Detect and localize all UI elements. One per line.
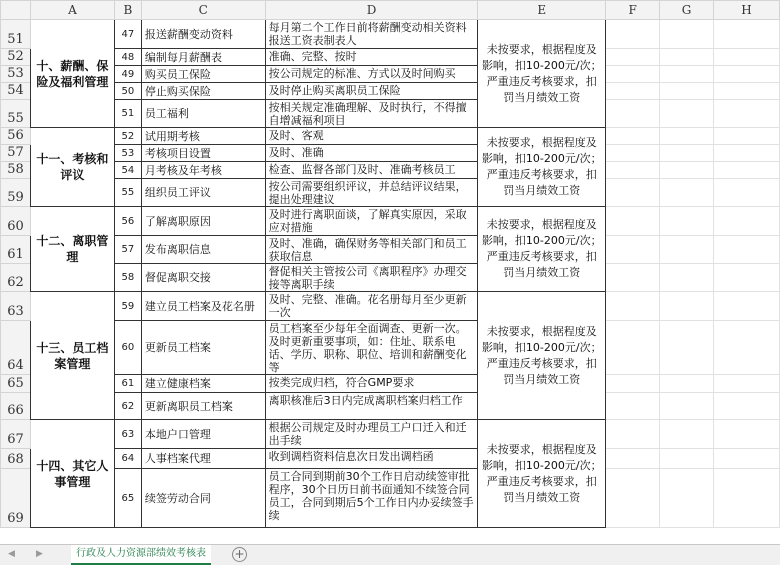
sheet-tab-active[interactable]: 行政及人力资源部绩效考核表 <box>71 545 211 565</box>
item-name-cell[interactable]: 发布离职信息 <box>141 236 265 264</box>
empty-cell[interactable] <box>606 469 660 528</box>
item-name-cell[interactable]: 组织员工评议 <box>141 179 265 207</box>
column-header-a[interactable]: A <box>30 1 114 20</box>
table-row <box>1 449 780 469</box>
empty-cell[interactable] <box>606 375 660 393</box>
column-header-g[interactable]: G <box>660 1 714 20</box>
empty-cell[interactable] <box>660 375 714 393</box>
empty-cell[interactable] <box>714 236 780 264</box>
category-cell[interactable]: 十三、员工档案管理 <box>30 292 114 420</box>
item-number-cell[interactable]: 48 <box>114 49 141 66</box>
select-all-corner[interactable] <box>1 1 31 20</box>
penalty-cell[interactable]: 未按要求，根据程度及影响，扣10-200元/次；严重违反考核要求，扣罚当月绩效工资 <box>478 20 606 128</box>
item-name-cell[interactable]: 考核项目设置 <box>141 145 265 162</box>
penalty-cell[interactable]: 未按要求，根据程度及影响，扣10-200元/次；严重违反考核要求，扣罚当月绩效工资 <box>478 128 606 207</box>
requirement-cell[interactable]: 及时、准确，确保财务等相关部门和员工获取信息 <box>265 236 478 264</box>
row-header[interactable]: 61 <box>1 236 31 264</box>
empty-cell[interactable] <box>606 162 660 179</box>
requirement-cell[interactable]: 检查、监督各部门及时、准确考核员工 <box>265 162 478 179</box>
penalty-cell[interactable]: 未按要求，根据程度及影响，扣10-200元/次；严重违反考核要求，扣罚当月绩效工资 <box>478 420 606 528</box>
column-header-d[interactable]: D <box>265 1 478 20</box>
item-name-cell[interactable]: 停止购买保险 <box>141 83 265 100</box>
item-number-cell[interactable]: 64 <box>114 449 141 469</box>
item-number-cell[interactable]: 59 <box>114 292 141 321</box>
item-number-cell[interactable]: 63 <box>114 420 141 449</box>
add-sheet-icon[interactable]: + <box>232 547 247 562</box>
empty-cell[interactable] <box>606 393 660 420</box>
row-header[interactable]: 56 <box>1 128 31 145</box>
empty-cell[interactable] <box>660 66 714 83</box>
column-header-c[interactable]: C <box>141 1 265 20</box>
row-header[interactable]: 62 <box>1 264 31 292</box>
empty-cell[interactable] <box>714 145 780 162</box>
item-name-cell[interactable]: 试用期考核 <box>141 128 265 145</box>
row-header[interactable]: 53 <box>1 66 31 83</box>
item-number-cell[interactable]: 50 <box>114 83 141 100</box>
item-number-cell[interactable]: 61 <box>114 375 141 393</box>
column-header-h[interactable]: H <box>714 1 780 20</box>
item-name-cell[interactable]: 编制每月薪酬表 <box>141 49 265 66</box>
empty-cell[interactable] <box>660 162 714 179</box>
empty-cell[interactable] <box>714 420 780 449</box>
requirement-cell[interactable]: 及时、准确 <box>265 145 478 162</box>
item-name-cell[interactable]: 了解离职原因 <box>141 207 265 236</box>
row-header[interactable]: 57 <box>1 145 31 162</box>
item-number-cell[interactable]: 49 <box>114 66 141 83</box>
item-name-cell[interactable]: 报送薪酬变动资料 <box>141 20 265 49</box>
empty-cell[interactable] <box>714 375 780 393</box>
empty-cell[interactable] <box>660 469 714 528</box>
column-header-row <box>1 1 780 20</box>
requirement-cell[interactable]: 按相关规定准确理解、及时执行，不得擅自增减福利项目 <box>265 100 478 128</box>
table-row <box>1 162 780 179</box>
item-number-cell[interactable]: 47 <box>114 20 141 49</box>
empty-cell[interactable] <box>606 66 660 83</box>
table-row <box>1 100 780 128</box>
requirement-cell[interactable]: 收到调档资料信息次日发出调档函 <box>265 449 478 469</box>
requirement-cell[interactable]: 按公司需要组织评议，并总结评议结果，提出处理建议 <box>265 179 478 207</box>
table-row <box>1 128 780 145</box>
table-row <box>1 66 780 83</box>
row-header[interactable]: 66 <box>1 393 31 420</box>
empty-cell[interactable] <box>606 207 660 236</box>
empty-cell[interactable] <box>660 145 714 162</box>
requirement-cell[interactable]: 按公司规定的标准、方式以及时间购买 <box>265 66 478 83</box>
column-header-b[interactable]: B <box>114 1 141 20</box>
empty-cell[interactable] <box>606 100 660 128</box>
table-row <box>1 145 780 162</box>
column-header-f[interactable]: F <box>606 1 660 20</box>
empty-cell[interactable] <box>606 179 660 207</box>
empty-cell[interactable] <box>606 128 660 145</box>
item-number-cell[interactable]: 58 <box>114 264 141 292</box>
empty-cell[interactable] <box>714 292 780 321</box>
empty-cell[interactable] <box>714 449 780 469</box>
row-header[interactable]: 58 <box>1 162 31 179</box>
empty-cell[interactable] <box>606 83 660 100</box>
empty-cell[interactable] <box>714 321 780 375</box>
requirement-cell[interactable]: 按类完成归档，符合GMP要求 <box>265 375 478 393</box>
scroll-tabs-left-icon[interactable]: ◀ <box>8 549 15 559</box>
row-header[interactable]: 55 <box>1 100 31 128</box>
empty-cell[interactable] <box>714 66 780 83</box>
table-row <box>1 236 780 264</box>
empty-cell[interactable] <box>606 49 660 66</box>
requirement-cell[interactable]: 离职核准后3日内完成离职档案归档工作 <box>265 393 478 420</box>
row-header[interactable]: 51 <box>1 20 31 49</box>
penalty-cell[interactable]: 未按要求，根据程度及影响，扣10-200元/次；严重违反考核要求，扣罚当月绩效工资 <box>478 292 606 420</box>
empty-cell[interactable] <box>606 420 660 449</box>
row-header[interactable]: 60 <box>1 207 31 236</box>
item-name-cell[interactable]: 员工福利 <box>141 100 265 128</box>
empty-cell[interactable] <box>660 207 714 236</box>
empty-cell[interactable] <box>714 264 780 292</box>
empty-cell[interactable] <box>606 292 660 321</box>
empty-cell[interactable] <box>606 145 660 162</box>
row-header[interactable]: 59 <box>1 179 31 207</box>
table-row <box>1 207 780 236</box>
requirement-cell[interactable]: 及时、完整、准确。花名册每月至少更新一次 <box>265 292 478 321</box>
row-header[interactable]: 69 <box>1 469 31 528</box>
empty-cell[interactable] <box>660 292 714 321</box>
item-number-cell[interactable]: 53 <box>114 145 141 162</box>
table-row <box>1 292 780 321</box>
column-header-e[interactable]: E <box>478 1 606 20</box>
item-number-cell[interactable]: 55 <box>114 179 141 207</box>
empty-cell[interactable] <box>714 128 780 145</box>
empty-cell[interactable] <box>660 236 714 264</box>
requirement-cell[interactable]: 员工合同到期前30个工作日启动续签审批程序，30个日历日前书面通知不续签合同员工，合同到期后5个工作日内办妥续签手续 <box>265 469 478 528</box>
item-name-cell[interactable]: 本地户口管理 <box>141 420 265 449</box>
table-row <box>1 20 780 49</box>
row-header[interactable]: 63 <box>1 292 31 321</box>
penalty-cell[interactable]: 未按要求，根据程度及影响，扣10-200元/次；严重违反考核要求，扣罚当月绩效工资 <box>478 207 606 292</box>
empty-cell[interactable] <box>660 100 714 128</box>
empty-cell[interactable] <box>606 321 660 375</box>
table-row <box>1 420 780 449</box>
table-row <box>1 375 780 393</box>
category-cell[interactable]: 十、薪酬、保险及福利管理 <box>30 20 114 128</box>
category-cell[interactable]: 十四、其它人事管理 <box>30 420 114 528</box>
row-header[interactable]: 65 <box>1 375 31 393</box>
requirement-cell[interactable]: 每月第二个工作日前将薪酬变动相关资料报送工资表制表人 <box>265 20 478 49</box>
item-number-cell[interactable]: 60 <box>114 321 141 375</box>
category-cell[interactable]: 十一、考核和评议 <box>30 128 114 207</box>
category-cell[interactable]: 十二、离职管理 <box>30 207 114 292</box>
requirement-cell[interactable]: 准确、完整、按时 <box>265 49 478 66</box>
table-row <box>1 264 780 292</box>
table-row <box>1 179 780 207</box>
item-name-cell[interactable]: 建立员工档案及花名册 <box>141 292 265 321</box>
table-row <box>1 83 780 100</box>
item-name-cell[interactable]: 更新员工档案 <box>141 321 265 375</box>
empty-cell[interactable] <box>606 236 660 264</box>
empty-cell[interactable] <box>660 393 714 420</box>
empty-cell[interactable] <box>606 20 660 49</box>
empty-cell[interactable] <box>660 83 714 100</box>
item-number-cell[interactable]: 65 <box>114 469 141 528</box>
empty-cell[interactable] <box>714 162 780 179</box>
sheet-tab-bar <box>0 544 780 565</box>
empty-cell[interactable] <box>660 449 714 469</box>
requirement-cell[interactable]: 督促相关主管按公司《离职程序》办理交接等离职手续 <box>265 264 478 292</box>
item-number-cell[interactable]: 52 <box>114 128 141 145</box>
item-name-cell[interactable]: 人事档案代理 <box>141 449 265 469</box>
item-number-cell[interactable]: 54 <box>114 162 141 179</box>
requirement-cell[interactable]: 员工档案至少每年全面调查、更新一次。及时更新重要事项，如：住址、联系电话、学历、职称、职位、培训和薪酬变化等 <box>265 321 478 375</box>
empty-cell[interactable] <box>714 100 780 128</box>
row-header[interactable]: 54 <box>1 83 31 100</box>
empty-cell[interactable] <box>660 128 714 145</box>
empty-cell[interactable] <box>714 20 780 49</box>
item-name-cell[interactable]: 督促离职交接 <box>141 264 265 292</box>
empty-cell[interactable] <box>660 264 714 292</box>
empty-cell[interactable] <box>606 264 660 292</box>
item-name-cell[interactable]: 续签劳动合同 <box>141 469 265 528</box>
empty-cell[interactable] <box>660 420 714 449</box>
table-row <box>1 469 780 528</box>
requirement-cell[interactable]: 及时停止购买离职员工保险 <box>265 83 478 100</box>
table-row <box>1 393 780 420</box>
table-row <box>1 321 780 375</box>
item-name-cell[interactable]: 月考核及年考核 <box>141 162 265 179</box>
empty-cell[interactable] <box>714 207 780 236</box>
empty-cell[interactable] <box>714 393 780 420</box>
requirement-cell[interactable]: 及时进行离职面谈，了解真实原因，采取应对措施 <box>265 207 478 236</box>
item-name-cell[interactable]: 购买员工保险 <box>141 66 265 83</box>
empty-cell[interactable] <box>660 321 714 375</box>
row-header[interactable]: 67 <box>1 420 31 449</box>
item-name-cell[interactable]: 建立健康档案 <box>141 375 265 393</box>
item-number-cell[interactable]: 51 <box>114 100 141 128</box>
empty-cell[interactable] <box>714 179 780 207</box>
row-header[interactable]: 68 <box>1 449 31 469</box>
empty-cell[interactable] <box>660 49 714 66</box>
empty-cell[interactable] <box>714 469 780 528</box>
item-number-cell[interactable]: 57 <box>114 236 141 264</box>
empty-cell[interactable] <box>606 449 660 469</box>
empty-cell[interactable] <box>714 49 780 66</box>
scroll-tabs-right-icon[interactable]: ▶ <box>36 549 43 559</box>
empty-cell[interactable] <box>660 20 714 49</box>
row-header[interactable]: 64 <box>1 321 31 375</box>
requirement-cell[interactable]: 及时、客观 <box>265 128 478 145</box>
empty-cell[interactable] <box>714 83 780 100</box>
table-row <box>1 49 780 66</box>
item-name-cell[interactable]: 更新离职员工档案 <box>141 393 265 420</box>
empty-cell[interactable] <box>660 179 714 207</box>
requirement-cell[interactable]: 根据公司规定及时办理员工户口迁入和迁出手续 <box>265 420 478 449</box>
item-number-cell[interactable]: 62 <box>114 393 141 420</box>
item-number-cell[interactable]: 56 <box>114 207 141 236</box>
row-header[interactable]: 52 <box>1 49 31 66</box>
